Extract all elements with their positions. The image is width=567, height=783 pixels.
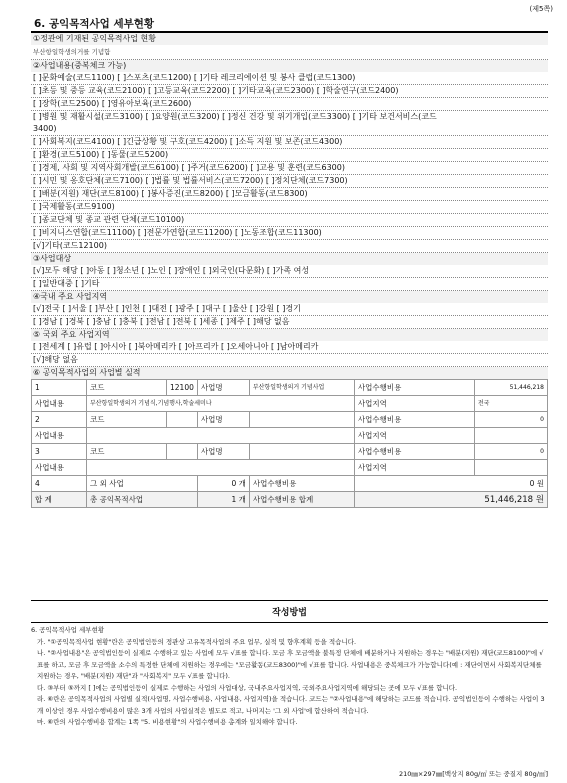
project-name-value[interactable] xyxy=(249,444,354,460)
checkbox-line[interactable]: [√]기타(코드12100) xyxy=(31,240,548,253)
checkbox-line[interactable]: [ ]배분(지원) 재단(코드8100) [ ]봉사증진(코드8200) [ ]모금활동(코드8300) xyxy=(31,188,548,201)
checkbox-line[interactable]: [ ]종교단체 및 종교 관련 단체(코드10100) xyxy=(31,214,548,227)
total-expense[interactable]: 51,446,218 원 xyxy=(354,492,547,508)
checkbox-line[interactable]: [ ]경남 [ ]경북 [ ]충남 [ ]충북 [ ]전남 [ ]전북 [ ]세종 [ ]제주 [ ]해당 없음 xyxy=(31,316,548,329)
code-label: 코드 xyxy=(87,412,167,428)
content-value[interactable]: 부산항일학생의거 기념식,기념행사,학술세미나 xyxy=(87,396,355,412)
region-label: 사업지역 xyxy=(354,428,474,444)
code-label: 코드 xyxy=(87,380,167,396)
content-value[interactable] xyxy=(87,460,355,476)
instruction-paragraph: 마. ⑥란의 사업수행비용 합계는 1쪽 "5. 비용현황"의 사업수행비용 총계와 일치해야 합니다. xyxy=(37,718,298,726)
checkbox-line[interactable]: [ ]전세계 [ ]유럽 [ ]아시아 [ ]북아메리카 [ ]아프리카 [ ]오세아니아 [ ]남아메리카 xyxy=(31,341,548,354)
checkbox-line[interactable]: [ ]시민 및 옹호단체(코드7100) [ ]법률 및 법률서비스(코드7200) [ ]정치단체(코드7300) xyxy=(31,175,548,188)
checkbox-line[interactable]: [ ]환경(코드5100) [ ]동물(코드5200) xyxy=(31,149,548,162)
expense-value[interactable]: 0 xyxy=(474,412,547,428)
table-row xyxy=(32,428,548,444)
project-results-table xyxy=(31,379,548,508)
checkbox-line[interactable]: [√]모두 해당 [ ]아동 [ ]청소년 [ ]노인 [ ]장애인 [ ]외국인(다문화) [ ]가족 여성 xyxy=(31,265,548,278)
other-expense[interactable]: 0 원 xyxy=(354,476,547,492)
section-header: ①정관에 기재된 공익목적사업 현황 xyxy=(31,33,548,45)
table-row xyxy=(32,412,548,428)
instruction-paragraph: 가. "①공익목적사업 현황"란은 공익법인등의 정관상 고유목적사업의 주요 업무, 실적 및 향후계획 등을 적습니다. xyxy=(37,637,357,646)
project-no: 2 xyxy=(32,412,87,428)
checkbox-line[interactable]: [ ]국제활동(코드9100) xyxy=(31,201,548,214)
table-row xyxy=(32,460,548,476)
table-row xyxy=(32,492,548,508)
project-no: 4 xyxy=(32,476,87,492)
form-frame xyxy=(31,31,548,508)
instructions-title: 작성방법 xyxy=(31,600,548,623)
page-badge: (제5쪽) xyxy=(529,5,553,13)
code-label: 코드 xyxy=(87,444,167,460)
project-name-label: 사업명 xyxy=(197,380,249,396)
instruction-paragraph: 6. 공익목적사업 세부현황 xyxy=(31,626,105,634)
checkbox-line[interactable]: [ ]비지니스연합(코드11100) [ ]전문가연합(코드11200) [ ]노동조합(코드11300) xyxy=(31,227,548,240)
expense-value[interactable]: 0 xyxy=(474,444,547,460)
region-value[interactable] xyxy=(474,428,547,444)
section-project-content xyxy=(31,60,548,253)
section-domestic-region xyxy=(31,291,548,329)
instructions xyxy=(31,600,548,731)
region-value[interactable]: 전국 xyxy=(474,396,547,412)
section-header: ⑥ 공익목적사업의 사업별 실적 xyxy=(31,367,548,379)
other-expense-label: 사업수행비용 xyxy=(249,476,354,492)
code-value[interactable] xyxy=(167,412,198,428)
table-row xyxy=(32,396,548,412)
table-row xyxy=(32,444,548,460)
checkbox-line[interactable]: [ ]초등 및 중등 교육(코드2100) [ ]고등교육(코드2200) [ ]기타교육(코드2300) [ ]학술연구(코드2400) xyxy=(31,85,548,98)
other-label: 그 외 사업 xyxy=(87,476,198,492)
section-target xyxy=(31,253,548,291)
code-value[interactable]: 12100 xyxy=(167,380,198,396)
section-header: ⑤ 국외 주요 사업지역 xyxy=(31,329,548,341)
charter-value: 부산항일학생의거를 기념함 xyxy=(31,45,548,60)
total-count-label: 총 공익목적사업 xyxy=(87,492,198,508)
content-label: 사업내용 xyxy=(32,396,87,412)
expense-label: 사업수행비용 xyxy=(354,380,474,396)
section-header: ③사업대상 xyxy=(31,253,548,265)
checkbox-line[interactable]: [ ]문화예술(코드1100) [ ]스포츠(코드1200) [ ]기타 레크리에이션 및 봉사 클럽(코드1300) xyxy=(31,72,548,85)
project-name-label: 사업명 xyxy=(197,412,249,428)
region-value[interactable] xyxy=(474,460,547,476)
region-label: 사업지역 xyxy=(354,460,474,476)
total-label: 합 계 xyxy=(32,492,87,508)
section-header: ④국내 주요 사업지역 xyxy=(31,291,548,303)
project-name-value[interactable]: 부산항일학생의거 기념사업 xyxy=(249,380,354,396)
project-no: 1 xyxy=(32,380,87,396)
content-label: 사업내용 xyxy=(32,428,87,444)
table-row xyxy=(32,476,548,492)
checkbox-line[interactable]: [ ]장학(코드2500) [ ]영유아보육(코드2600) xyxy=(31,98,548,111)
other-count[interactable]: 0 개 xyxy=(197,476,249,492)
checkbox-line[interactable]: [√]해당 없음 xyxy=(31,354,548,367)
table-row xyxy=(32,380,548,396)
checkbox-line: 3400) xyxy=(31,123,548,136)
checkbox-line[interactable]: [ ]병원 및 재활시설(코드3100) [ ]요양원(코드3200) [ ]정신 건강 및 위기개입(코드3300) [ ]기타 보건서비스(코드 xyxy=(33,112,437,121)
page-title: 6. 공익목적사업 세부현황 xyxy=(34,18,155,30)
instruction-paragraph: 라. ⑥란은 공익목적사업의 사업별 실적(사업명, 사업수행비용, 사업내용, 사업지역)을 적습니다. 코드는 "②사업내용"에 해당하는 코드를 적습니다. 공익법인등이 수행하는 사업이 3개 이상인 경우 사업수행비용이 많은 3개 사업의 사업실적은 별도로 적고, 나머지는 '그 외 사업'에 합산하여 적습니다. xyxy=(37,695,545,715)
expense-label: 사업수행비용 xyxy=(354,444,474,460)
checkbox-line[interactable]: [ ]경제, 사회 및 지역사회개발(코드6100) [ ]주거(코드6200) [ ]고용 및 훈련(코드6300) xyxy=(31,162,548,175)
instruction-paragraph: 나. "②사업내용"은 공익법인등이 실제로 수행하고 있는 사업에 모두 √표를 합니다. 모금 후 모금액을 불특정 단체에 배분하거나 지원하는 경우는 "배분(지원) 재단(코드8100)"에 √표를 하고, 모금 후 모금액을 소수의 특정한 단체에 지원하는 경우에는 "모금활동(코드8300)"에 √표를 합니다. 사업내용은 중복체크가 가능합니다(예 : 재단이면서 사회복지단체를 지원하는 경우, "배분(지원) 재단"과 "사회복지" 모두 √표를 합니다). xyxy=(37,649,544,680)
checkbox-line[interactable]: [√]전국 [ ]서울 [ ]부산 [ ]인천 [ ]대전 [ ]광주 [ ]대구 [ ]울산 [ ]강원 [ ]경기 xyxy=(31,303,548,316)
total-count[interactable]: 1 개 xyxy=(197,492,249,508)
instruction-paragraph: 다. ③부터 ⑤까지 [ ]에는 공익법인등이 실제로 수행하는 사업의 사업대상, 국내주요사업지역, 국외주요사업지역에 해당되는 곳에 모두 √표를 합니다. xyxy=(37,683,458,692)
expense-value[interactable]: 51,446,218 xyxy=(474,380,547,396)
section-header: ②사업내용(중복체크 가능) xyxy=(31,60,548,72)
checkbox-line[interactable]: [ ]일반대중 [ ]기타 xyxy=(31,278,548,291)
code-value[interactable] xyxy=(167,444,198,460)
project-name-value[interactable] xyxy=(249,412,354,428)
content-value[interactable] xyxy=(87,428,355,444)
checkbox-line[interactable]: [ ]사회복지(코드4100) [ ]긴급상황 및 구호(코드4200) [ ]소득 지원 및 보존(코드4300) xyxy=(31,136,548,149)
section-overseas-region xyxy=(31,329,548,367)
total-expense-label: 사업수행비용 합계 xyxy=(249,492,354,508)
region-label: 사업지역 xyxy=(354,396,474,412)
content-label: 사업내용 xyxy=(32,460,87,476)
project-name-label: 사업명 xyxy=(197,444,249,460)
paper-spec-footer: 210㎜×297㎜[백상지 80g/㎡ 또는 중질지 80g/㎡] xyxy=(398,770,548,778)
instructions-body xyxy=(31,623,548,731)
section-charter-projects xyxy=(31,33,548,60)
section-project-results xyxy=(31,367,548,508)
project-no: 3 xyxy=(32,444,87,460)
expense-label: 사업수행비용 xyxy=(354,412,474,428)
